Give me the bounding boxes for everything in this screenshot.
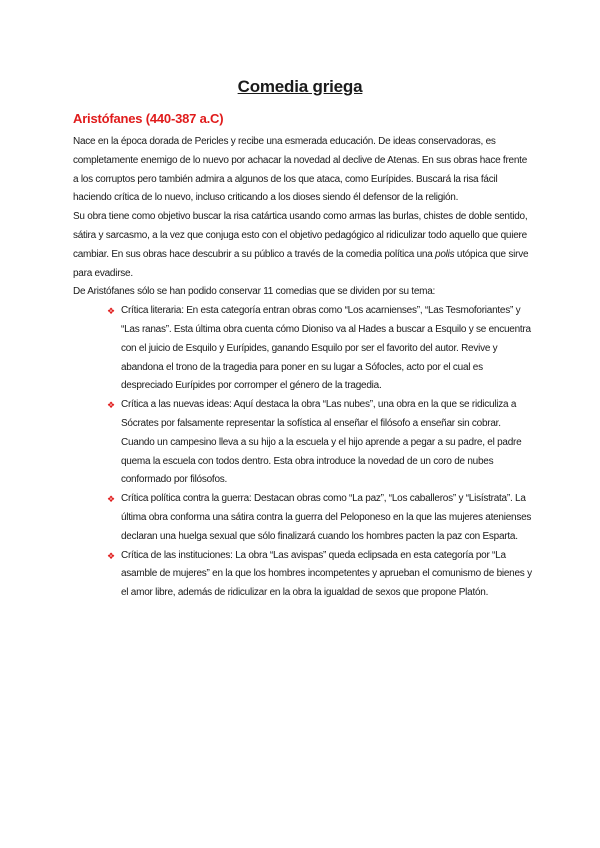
paragraph-objective-text: Su obra tiene como objetivo buscar la risa catártica usando como armas las burlas, chistes de doble sentido, sátira y sarcasmo, a la vez que conjuga esto con el objetivo pedagógico al ridiculizar todo aquello que quiere cambiar. En sus obras hace descubrir a su público a través de la comedia política una — [73, 211, 528, 260]
list-item — [107, 396, 533, 490]
paragraph-objective-tail: utópica que sirve para evadirse. — [73, 248, 529, 279]
document-body — [73, 133, 533, 603]
list-item-text: Crítica a las nuevas ideas: Aquí destaca la obra “Las nubes”, una obra en la que se ridiculiza a Sócrates por falsamente representar la sofística al enseñar el filósofo a enseñar sin cobrar. Cuando un campesino lleva a su hijo a la escuela y el hijo aprende a pegar a su padre, el padre quema la escuela con todos dentro. Esta obra introduce la novedad de un coro de nubes conformado por filósofos. — [121, 399, 522, 486]
paragraph-biography: Nace en la época dorada de Pericles y recibe una esmerada educación. De ideas conservadoras, es completamente enemigo de lo nuevo por achacar la novedad al declive de Atenas. En sus obras hace frente a los corruptos pero también admira a algunos de los que ataca, como Eurípides. Buscará la risa fácil haciendo crítica de lo nuevo, incluso criticando a los dioses siendo él defensor de la religión. — [73, 136, 528, 204]
list-item-text: Crítica literaria: En esta categoría entran obras como “Los acarnienses”, “Las Tesmoforiantes” y “Las ranas”. Esta última obra cuenta cómo Dioniso va al Hades a buscar a Esquilo y se encuentra con el juicio de Esquilo y Eurípides, ganando Esquilo por ser el favorito del autor. Revive y abandona el trono de la tragedia para poner en su lugar a Sófocles, acto por el cual es despreciado Eurípides por corromper el género de la tragedia. — [121, 305, 531, 392]
emphasis-polis: polis — [435, 248, 455, 260]
list-item — [107, 302, 533, 396]
section-heading: Aristófanes (440-387 a.C) — [73, 111, 224, 126]
list-item-text: Crítica de las instituciones: La obra “Las avispas” queda eclipsada en esta categoría por “La asamble de mujeres” en la que los hombres incompetentes y aprueban el comunismo de bienes y el amor libre, además de ridiculizar en la obra la igualdad de sexos que propone Platón. — [121, 549, 532, 599]
diamond-bullet-icon: ❖ — [107, 550, 115, 561]
diamond-bullet-icon: ❖ — [107, 494, 115, 505]
comedies-list — [73, 302, 533, 603]
diamond-bullet-icon: ❖ — [107, 400, 115, 411]
list-item-text: Crítica política contra la guerra: Destacan obras como “La paz”, “Los caballeros” y “Lisístrata”. La última obra conforma una sátira contra la guerra del Peloponeso en la que las mujeres atenienses declaran una huelga sexual que sólo finalizará cuando los hombres pacten la paz con Esparta. — [121, 493, 532, 542]
paragraph-list-intro: De Aristófanes sólo se han podido conservar 11 comedias que se dividen por su tema: — [73, 286, 436, 298]
diamond-bullet-icon: ❖ — [107, 306, 115, 317]
list-item — [107, 547, 533, 603]
page-title: Comedia griega — [237, 77, 363, 96]
list-item — [107, 490, 533, 546]
paragraph-objective — [73, 208, 533, 283]
